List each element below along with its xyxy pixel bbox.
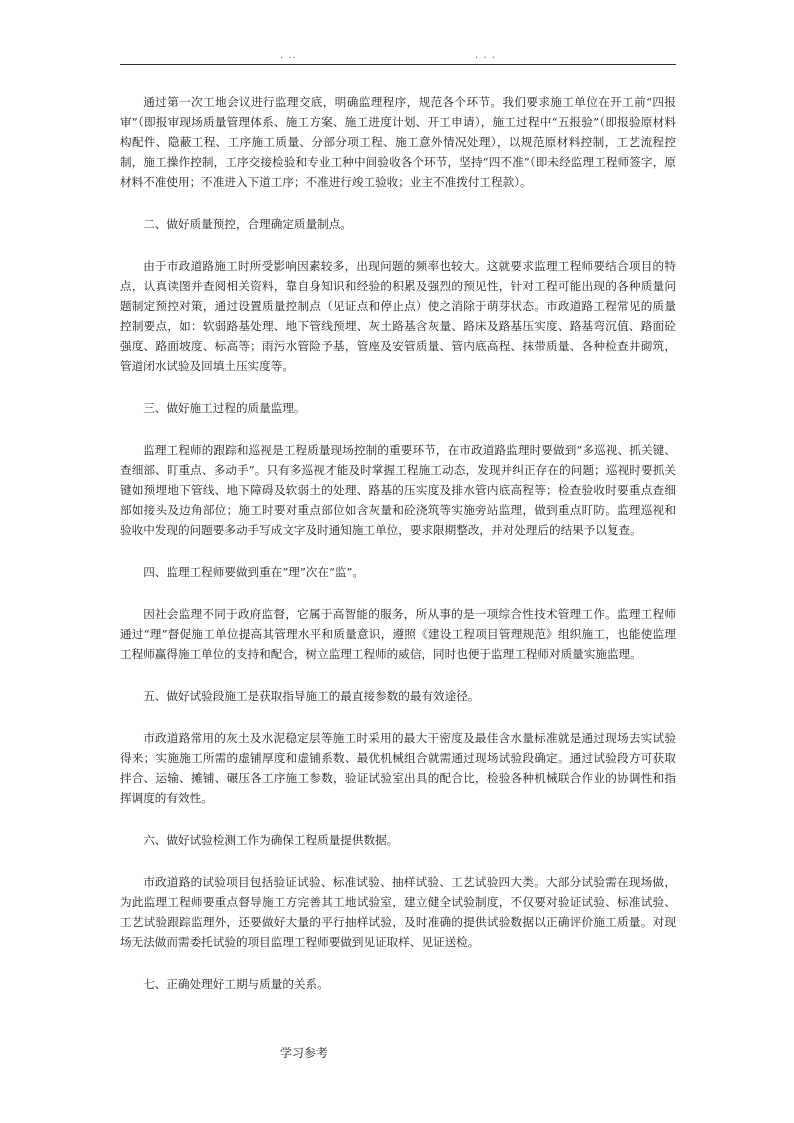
- section-heading-4: 四、监理工程师要做到重在“理”次在“监”。: [143, 565, 364, 579]
- header-dots-right: . . .: [475, 50, 496, 61]
- header-rule: [120, 64, 676, 65]
- document-body: [120, 92, 676, 1016]
- paragraph-1: 通过第一次工地会议进行监理交底，明确监理程序，规范各个环节。我们要求施工单位在开工前“四报审”（即报审现场质量管理体系、施工方案、施工进度计划、开工申请），施工过程中“五报验”（即报验原材料构配件、隐蔽工程、工序施工质量、分部分项工程、施工意外情况处理），以规范原材料控制，工艺流程控制，施工操作控制，工序交接检验和专业工种中间验收各个环节，坚持“四不准”（即未经监理工程师签字，原材料不准使用；不准进入下道工序；不准进行竣工验收；业主不准拨付工程款）。: [120, 95, 676, 189]
- section-heading-2: 二、做好质量预控，合理确定质量制点。: [143, 217, 352, 231]
- paragraph-6: 市政道路的试验项目包括验证试验、标准试验、抽样试验、工艺试验四大类。大部分试验需在现场做，为此监理工程师要重点督导施工方完善其工地试验室，建立健全试验制度，不仅要对验证试验、标准试验、工艺试验跟踪监理外，还要做好大量的平行抽样试验，及时准确的提供试验数据以正确评价施工质量。对现场无法做而需委托试验的项目监理工程师要做到见证取样、见证送检。: [120, 875, 676, 949]
- paragraph-2: 由于市政道路施工时所受影响因素较多，出现问题的频率也较大。这就要求监理工程师要结合项目的特点，认真读图并查阅相关资料，靠自身知识和经验的积累及强烈的预见性，针对工程可能出现的各种质量问题制定预控对策，通过设置质量控制点（见证点和停止点）使之消除于萌芽状态。市政道路工程常见的质量控制要点，如：软弱路基处理、地下管线预埋、灰土路基含灰量、路床及路基压实度、路基弯沉值、路面砼强度、路面坡度、标高等；雨污水管险予基，管座及安管质量、管内底高程、抹带质量、各种检查井砌筑，管道闭水试验及回填土压实度等。: [120, 259, 676, 373]
- page-footer: 学习参考: [280, 1046, 329, 1060]
- section-heading-5: 五、做好试验段施工是获取指导施工的最直接参数的最有效途径。: [143, 689, 480, 703]
- section-heading-7: 七、正确处理好工期与质量的关系。: [143, 977, 329, 991]
- header-dots-left: . ..: [280, 50, 297, 61]
- paragraph-5: 市政道路常用的灰土及水泥稳定层等施工时采用的最大干密度及最佳含水量标准就是通过现场去实试验得来；实施施工所需的虚铺厚度和虚铺系数、最优机械组合就需通过现场试验段确定。通过试验段方可获取拌合、运输、摊铺、碾压各工序施工参数，验证试验室出具的配合比，检验各种机械联合作业的协调性和指挥调度的有效性。: [120, 731, 676, 805]
- section-heading-3: 三、做好施工过程的质量监理。: [143, 401, 306, 415]
- paragraph-4: 因社会监理不同于政府监督，它属于高智能的服务，所从事的是一项综合性技术管理工作。监理工程师通过“理”督促施工单位提高其管理水平和质量意识，遵照《建设工程项目管理规范》组织施工，也能使监理工程师赢得施工单位的支持和配合，树立监理工程师的威信，同时也便于监理工程师对质量实施监理。: [120, 607, 676, 661]
- paragraph-3: 监理工程师的跟踪和巡视是工程质量现场控制的重要环节，在市政道路监理时要做到“多巡视、抓关键、查细部、盯重点、多动手”。只有多巡视才能及时掌握工程施工动态，发现并纠正存在的问题；巡视时要抓关键如预埋地下管线、地下障碍及软弱土的处理、路基的压实度及排水管内底高程等；检查验收时要重点查细部如接头及边角部位；施工时要对重点部位如含灰量和砼浇筑等实施旁站监理，做到重点盯防。监理巡视和验收中发现的问题要多动手写成文字及时通知施工单位，要求限期整改，并对处理后的结果予以复查。: [120, 443, 676, 537]
- section-heading-6: 六、做好试验检测工作为确保工程质量提供数据。: [143, 833, 399, 847]
